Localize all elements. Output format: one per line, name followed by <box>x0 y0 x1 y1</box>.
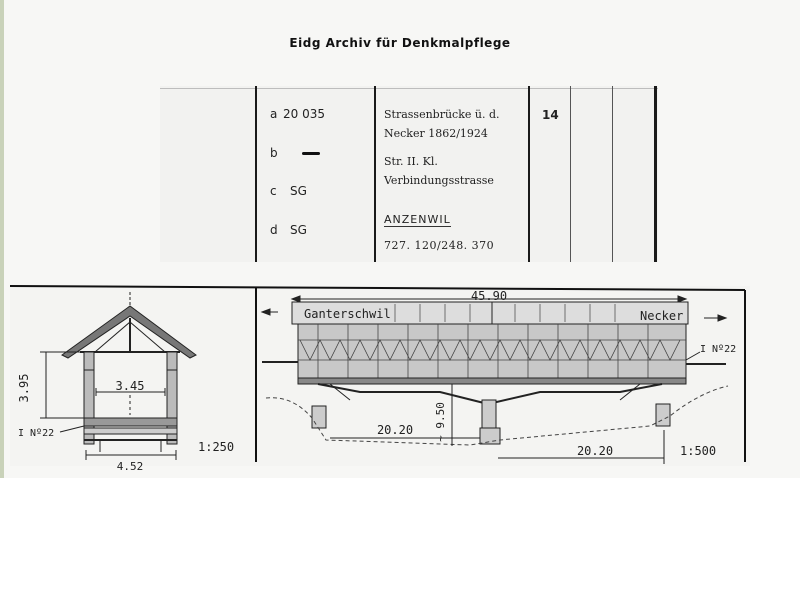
elevation-left-place: Ganterschwil <box>304 307 391 321</box>
elevation-right-place: Necker <box>640 309 684 323</box>
clearance-dimension: ~ 9.50 <box>434 402 447 442</box>
place-name: ANZENWIL <box>384 213 451 226</box>
outer-width-dimension: 4.52 <box>116 460 144 473</box>
description-line-4: Verbindungsstrasse <box>384 174 494 187</box>
left-span-dimension: 20.20 <box>376 423 414 437</box>
elevation-beam-label: I Nº22 <box>700 344 737 355</box>
description-line-3: Str. II. Kl. <box>384 155 438 168</box>
description-line-1: Strassenbrücke ü. d. <box>384 108 500 121</box>
field-c-label: c <box>270 184 277 198</box>
field-b-label: b <box>270 146 278 160</box>
field-d-label: d <box>270 223 278 237</box>
description-line-2: Necker 1862/1924 <box>384 127 488 140</box>
archive-title: Eidg Archiv für Denkmalpflege <box>289 36 511 50</box>
height-dimension: 3.95 <box>17 373 31 403</box>
field-a-label: a <box>270 107 278 121</box>
field-c-value: SG <box>290 184 307 198</box>
card-number: 14 <box>542 108 559 122</box>
drawing-top-border <box>10 286 745 290</box>
cross-section-beam-label: I Nº22 <box>18 428 55 439</box>
inner-width-dimension: 3.45 <box>115 379 145 393</box>
field-a-value: 20 035 <box>283 107 325 121</box>
cross-section-scale: 1:250 <box>198 440 235 454</box>
total-length-dimension: 45.90 <box>470 289 508 303</box>
right-span-dimension: 20.20 <box>576 444 614 458</box>
cross-section-drawing <box>40 292 196 460</box>
field-d-value: SG <box>290 223 307 237</box>
elevation-scale: 1:500 <box>680 444 717 458</box>
coordinates: 727. 120/248. 370 <box>384 239 495 252</box>
